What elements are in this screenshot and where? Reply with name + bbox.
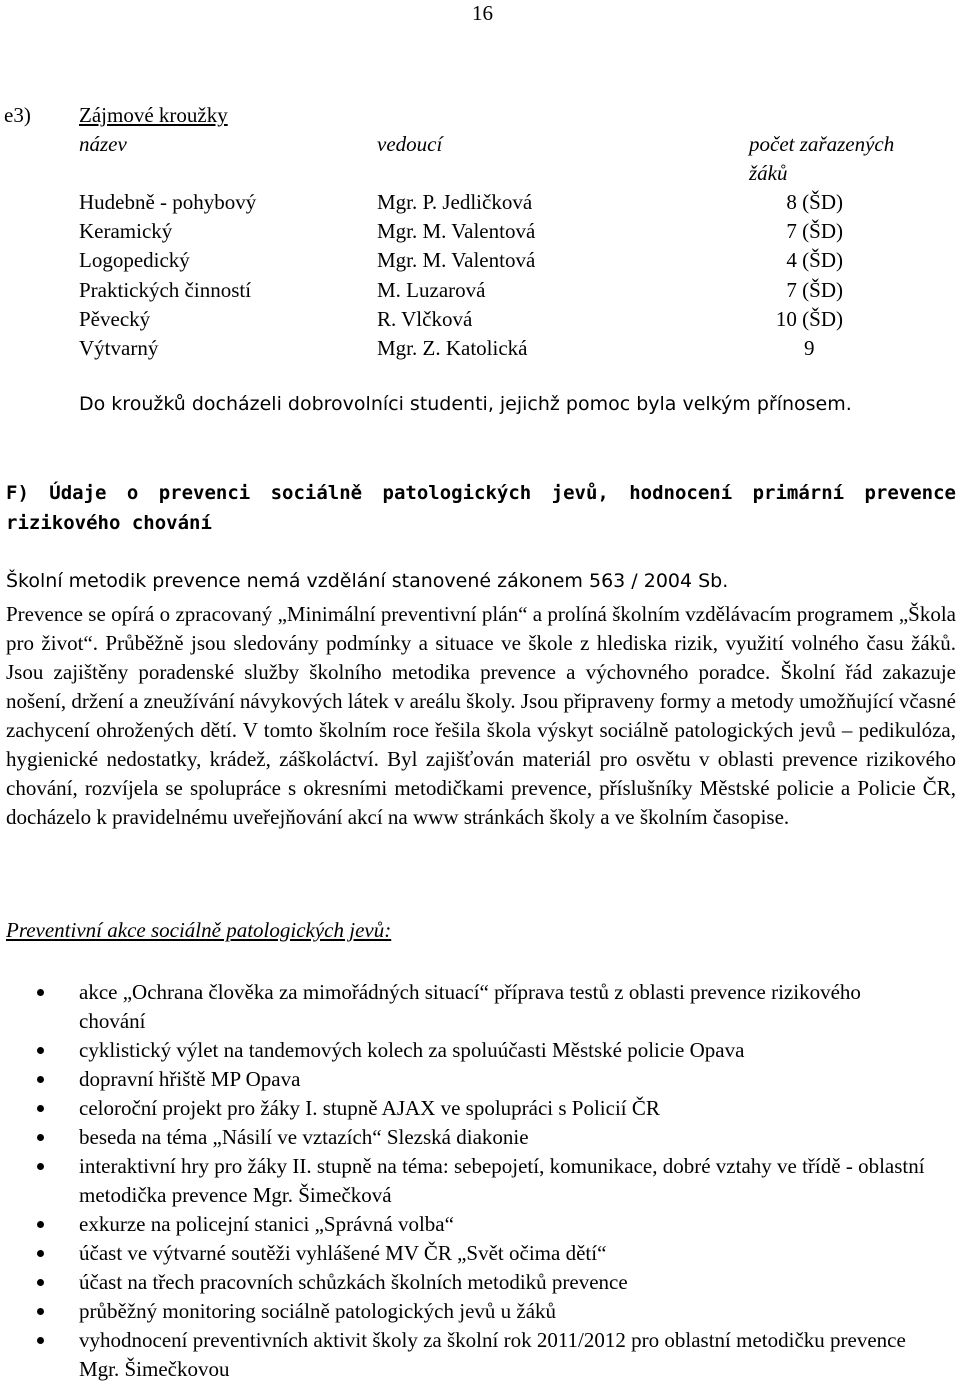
bullet-icon [37,1076,44,1083]
section-label: e3) [4,103,31,127]
table-row-count: 10 (ŠD) [775,307,843,331]
bullet-icon [37,989,44,996]
table-row-name: Praktických činností [79,278,252,302]
table-row-count: 7 (ŠD) [786,219,843,243]
section-title: Zájmové kroužky [79,103,228,127]
table-row-leader: R. Vlčková [377,307,473,331]
list-item: vyhodnocení preventivních aktivit školy za školní rok 2011/2012 pro oblastní metodičku prevence Mgr. Šimečkovou [0,1326,929,1384]
section-f-heading: F) Údaje o prevenci sociálně patologických jevů, hodnocení primární prevence [6,482,956,504]
bullet-icon [37,1337,44,1344]
bullet-icon [37,1163,44,1170]
page-number: 16 [472,1,493,25]
list-item: beseda na téma „Násilí ve vztazích“ Slezská diakonie [0,1123,929,1152]
bullet-icon [37,1105,44,1112]
list-item: dopravní hřiště MP Opava [0,1065,929,1094]
table-row-leader: Mgr. Z. Katolická [377,336,528,360]
preventive-actions-title: Preventivní akce sociálně patologických jevů: [6,918,392,942]
list-item: účast na třech pracovních schůzkách školních metodiků prevence [0,1268,929,1297]
table-row-leader: Mgr. P. Jedličková [377,190,533,214]
preventive-actions-list [0,978,960,1384]
table-row-count: 7 (ŠD) [786,278,843,302]
bullet-icon [37,1279,44,1286]
table-row-leader: Mgr. M. Valentová [377,219,536,243]
list-item: průběžný monitoring sociálně patologických jevů u žáků [0,1297,929,1326]
table-row-name: Keramický [79,219,173,243]
prevention-paragraph: Prevence se opírá o zpracovaný „Minimální preventivní plán“ a prolíná školním vzdělávacím programem „Škola pro život“. Průběžně jsou sledovány podmínky a situace ve škole z hlediska rizik, využití volného času žáků. Jsou zajištěny poradenské služby školního metodika prevence a výchovného poradce. Školní řád zakazuje nošení, držení a zneužívání návykových látek v areálu školy. Jsou připraveny formy a metody umožňující včasné zachycení ohrožených dětí. V tomto školním roce řešila škola výskyt sociálně patologických jevů – pedikulóza, hygienické nedostatky, krádež, záškoláctví. Byl zajišťován materiál pro osvětu v oblasti prevence rizikového chování, rozvíjela se spolupráce s okresními metodičkami prevence, příslušníky Městské policie a Policie ČR, docházelo k pravidelnému uveřejňování akcí na www stránkách školy a ve školním časopise. [6,602,956,829]
table-row-name: Logopedický [79,248,190,272]
list-item: cyklistický výlet na tandemových kolech za spoluúčasti Městské policie Opava [0,1036,929,1065]
table-header-leader: vedoucí [377,132,443,156]
bullet-icon [37,1250,44,1257]
table-row-leader: M. Luzarová [377,278,486,302]
volunteer-note: Do kroužků docházeli dobrovolníci studenti, jejichž pomoc byla velkým přínosem. [79,393,852,415]
table-row-count: 8 (ŠD) [786,190,843,214]
methodist-statement: Školní metodik prevence nemá vzdělání stanovené zákonem 563 / 2004 Sb. [6,570,729,592]
list-item: interaktivní hry pro žáky II. stupně na téma: sebepojetí, komunikace, dobré vztahy ve třídě - oblastní metodička prevence Mgr. Šimečková [0,1152,929,1210]
bullet-icon [37,1221,44,1228]
bullet-icon [37,1047,44,1054]
table-header-name: název [79,132,127,156]
bullet-icon [37,1308,44,1315]
bullet-icon [37,1134,44,1141]
list-item: účast ve výtvarné soutěži vyhlášené MV ČR „Svět očima dětí“ [0,1239,929,1268]
section-f-heading-cont: rizikového chování [6,512,212,534]
table-row-name: Hudebně - pohybový [79,190,257,214]
table-row-count: 4 (ŠD) [786,248,843,272]
list-item: celoroční projekt pro žáky I. stupně AJAX ve spolupráci s Policií ČR [0,1094,929,1123]
table-row-leader: Mgr. M. Valentová [377,248,536,272]
table-row-count: 9 [804,336,815,360]
table-header-count-cont: žáků [749,161,788,185]
table-row-name: Výtvarný [79,336,159,360]
list-item: akce „Ochrana člověka za mimořádných situací“ příprava testů z oblasti prevence rizikového chování [0,978,929,1036]
table-row-name: Pěvecký [79,307,151,331]
table-header-count: počet zařazených [749,132,895,156]
list-item: exkurze na policejní stanici „Správná volba“ [0,1210,929,1239]
